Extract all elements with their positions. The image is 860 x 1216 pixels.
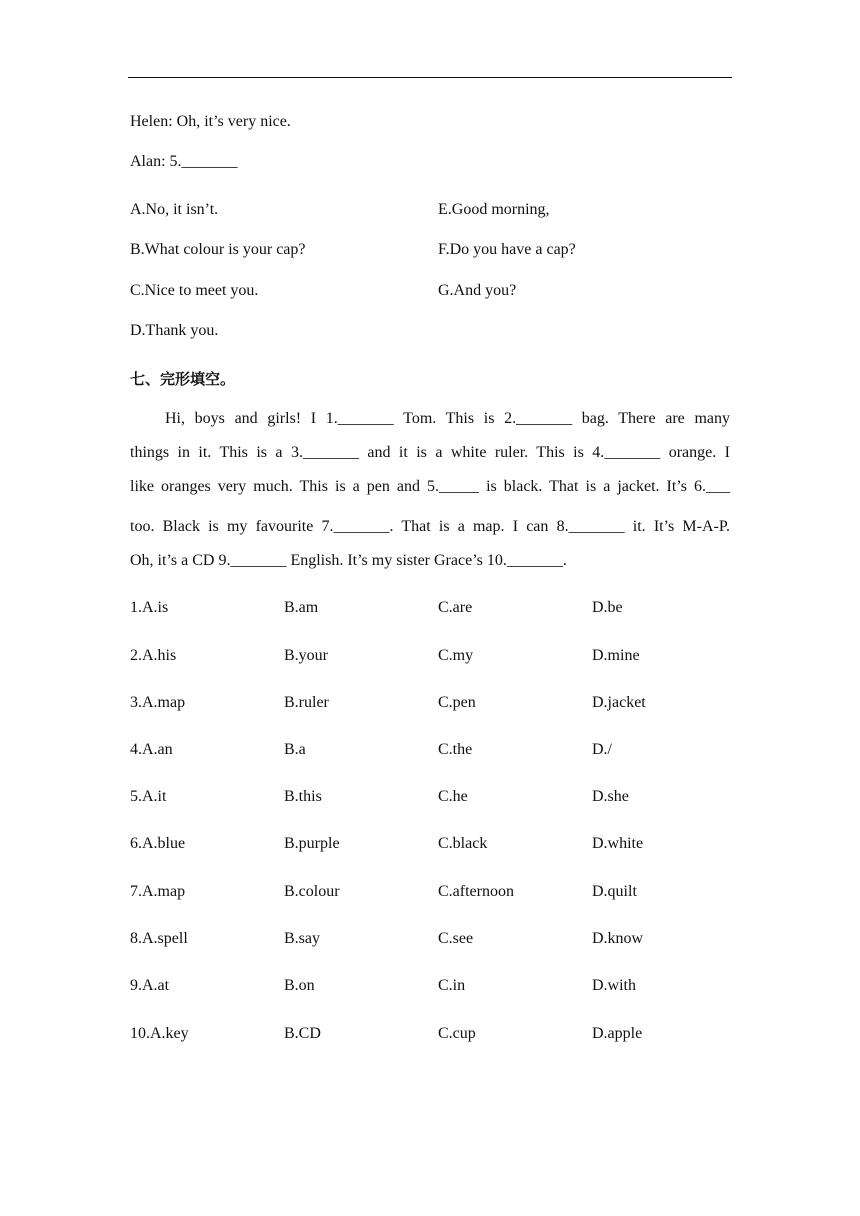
option-c: C.the: [438, 741, 473, 758]
option-d: D.quilt: [592, 883, 637, 900]
option-a: 6.A.blue: [130, 835, 186, 852]
option-a: 8.A.spell: [130, 930, 188, 947]
option-b: B.a: [284, 741, 306, 758]
choice-g: G.And you?: [438, 282, 517, 299]
passage-line: Hi, boys and girls! I 1._______ Tom. This is 2._______ bag. There are many: [165, 410, 730, 427]
choice-d: D.Thank you.: [130, 322, 219, 339]
option-d: D.jacket: [592, 694, 646, 711]
option-b: B.on: [284, 977, 315, 994]
header-rule: [128, 77, 732, 78]
option-d: D.be: [592, 599, 623, 616]
option-d: D.she: [592, 788, 629, 805]
option-b: B.this: [284, 788, 322, 805]
choice-a: A.No, it isn’t.: [130, 201, 219, 218]
choice-b: B.What colour is your cap?: [130, 241, 306, 258]
option-a: 1.A.is: [130, 599, 169, 616]
dialogue-line-alan: Alan: 5._______: [130, 153, 238, 170]
option-b: B.CD: [284, 1025, 321, 1042]
option-c: C.see: [438, 930, 474, 947]
option-d: D.mine: [592, 647, 640, 664]
option-d: D.white: [592, 835, 644, 852]
option-b: B.am: [284, 599, 319, 616]
option-row: [130, 787, 750, 807]
option-a: 2.A.his: [130, 647, 177, 664]
passage-line: too. Black is my favourite 7._______. That is a map. I can 8._______ it. It’s M-A-P.: [130, 518, 730, 535]
option-a: 10.A.key: [130, 1025, 189, 1042]
option-row: [130, 976, 750, 996]
option-c: C.black: [438, 835, 488, 852]
option-row: [130, 740, 750, 760]
option-c: C.cup: [438, 1025, 476, 1042]
option-c: C.afternoon: [438, 883, 514, 900]
option-a: 7.A.map: [130, 883, 186, 900]
passage-line: things in it. This is a 3._______ and it is a white ruler. This is 4._______ orange. I: [130, 444, 730, 461]
option-d: D.know: [592, 930, 644, 947]
option-row: [130, 1024, 750, 1044]
option-a: 4.A.an: [130, 741, 173, 758]
option-a: 5.A.it: [130, 788, 167, 805]
dialogue-line-helen: Helen: Oh, it’s very nice.: [130, 113, 291, 130]
option-b: B.your: [284, 647, 328, 664]
option-c: C.my: [438, 647, 474, 664]
passage-line: Oh, it’s a CD 9._______ English. It’s my sister Grace’s 10._______.: [130, 552, 567, 569]
choice-f: F.Do you have a cap?: [438, 241, 576, 258]
option-b: B.say: [284, 930, 320, 947]
option-row: [130, 834, 750, 854]
option-row: [130, 693, 750, 713]
option-c: C.pen: [438, 694, 476, 711]
option-d: D.apple: [592, 1025, 643, 1042]
option-a: 9.A.at: [130, 977, 170, 994]
passage-line: like oranges very much. This is a pen and 5._____ is black. That is a jacket. It’s 6.___: [130, 478, 730, 495]
option-a: 3.A.map: [130, 694, 186, 711]
option-row: [130, 646, 750, 666]
option-d: D.with: [592, 977, 636, 994]
option-c: C.in: [438, 977, 466, 994]
option-c: C.are: [438, 599, 473, 616]
choice-c: C.Nice to meet you.: [130, 282, 259, 299]
option-b: B.purple: [284, 835, 340, 852]
option-c: C.he: [438, 788, 468, 805]
section-heading: 七、完形填空。: [130, 370, 236, 388]
choice-e: E.Good morning,: [438, 201, 550, 218]
option-row: [130, 882, 750, 902]
option-b: B.colour: [284, 883, 340, 900]
option-d: D./: [592, 741, 612, 758]
option-row: [130, 598, 750, 618]
option-row: [130, 929, 750, 949]
option-b: B.ruler: [284, 694, 329, 711]
